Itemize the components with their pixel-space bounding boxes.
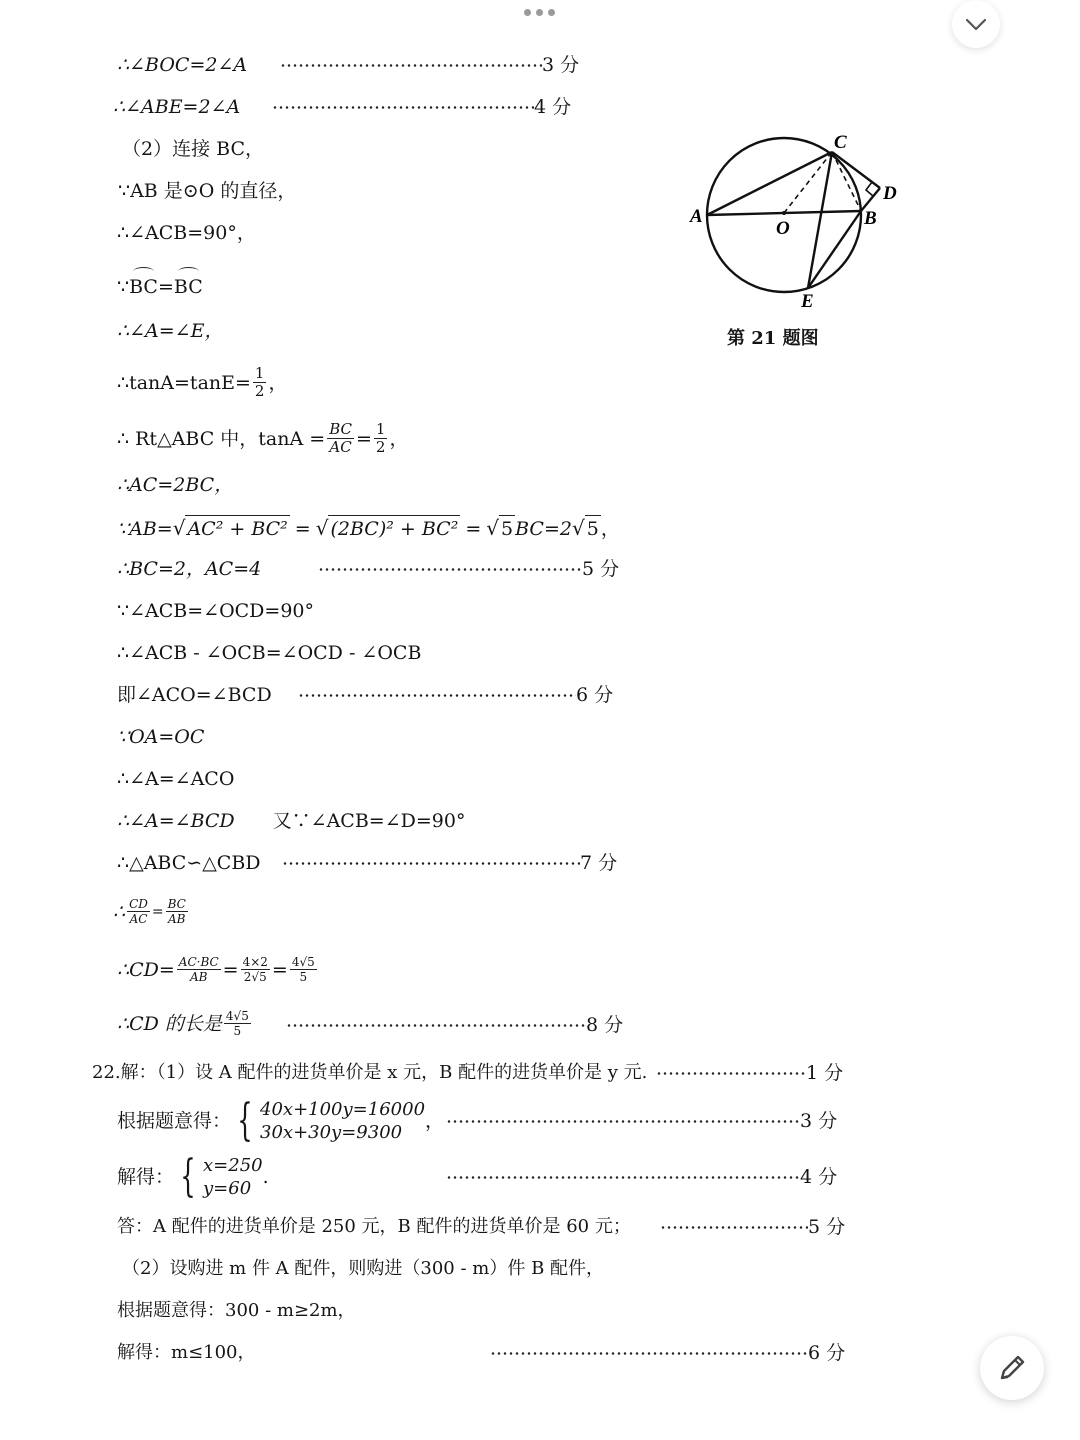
fraction bbox=[166, 898, 188, 925]
proof-line-18 bbox=[117, 808, 465, 834]
formula-text: BC=2 bbox=[515, 517, 572, 540]
proof-line-10: ∴AC=2BC， bbox=[117, 474, 234, 496]
punctuation: ， bbox=[600, 517, 620, 540]
because-symbol: ∵ bbox=[117, 276, 130, 298]
edit-button[interactable] bbox=[980, 1336, 1044, 1400]
q22-line-7: 解得：m≤100， bbox=[117, 1342, 256, 1363]
leader-dots bbox=[490, 1340, 808, 1366]
segment-cd bbox=[832, 152, 880, 188]
equals-sign: = bbox=[355, 427, 372, 450]
score-mark: 4 分 bbox=[800, 1166, 838, 1188]
equation-system: { 40x+100y=16000 30x+30y=9300 bbox=[237, 1095, 426, 1146]
label-o: O bbox=[776, 218, 790, 239]
punctuation: . bbox=[262, 1166, 269, 1188]
radicand: (2BC)² + BC² bbox=[328, 515, 460, 542]
fraction bbox=[374, 422, 388, 455]
leader-dots bbox=[272, 94, 534, 120]
collapse-button[interactable] bbox=[952, 0, 1000, 48]
score-mark: 5 分 bbox=[582, 558, 620, 580]
q22-line-4: 答：A 配件的进货单价是 250 元，B 配件的进货单价是 60 元； bbox=[117, 1216, 631, 1237]
formula-text: ∴CD= bbox=[117, 958, 175, 981]
label-a: A bbox=[690, 206, 703, 227]
square-root: √ AC² + BC² bbox=[172, 516, 288, 540]
equation-row: 30x+30y=9300 bbox=[260, 1122, 403, 1143]
equation-row: 40x+100y=16000 bbox=[260, 1099, 426, 1120]
pencil-edit-icon bbox=[980, 1336, 1044, 1400]
score-mark: 7 分 bbox=[580, 852, 618, 874]
score-mark: 1 分 bbox=[806, 1062, 844, 1084]
equals-sign: = bbox=[465, 517, 482, 540]
leader-dots bbox=[446, 1164, 800, 1190]
score-mark: 6 分 bbox=[808, 1342, 846, 1364]
denominator: AB bbox=[189, 970, 208, 984]
denominator: 5 bbox=[299, 970, 308, 984]
equation-system: { x=250 y=60 bbox=[180, 1151, 263, 1202]
numerator: 1 bbox=[254, 364, 265, 382]
chord-ac bbox=[707, 152, 832, 215]
leader-dots bbox=[282, 850, 580, 876]
q22-line-2 bbox=[117, 1096, 444, 1146]
proof-line-15: 即∠ACO=∠BCD bbox=[117, 684, 272, 706]
equals-sign: = bbox=[222, 958, 239, 981]
leader-dots bbox=[656, 1060, 806, 1086]
fraction bbox=[224, 1010, 251, 1037]
equals-sign: = bbox=[151, 903, 164, 920]
proof-line-17: ∴∠A=∠ACO bbox=[117, 768, 235, 790]
leader-dots bbox=[660, 1214, 808, 1240]
score-mark: 3 分 bbox=[800, 1110, 838, 1132]
numerator: 4√5 bbox=[291, 955, 315, 969]
formula-text: ∴CD 的长是 bbox=[117, 1012, 222, 1035]
denominator: 2 bbox=[375, 438, 386, 456]
formula-text: 解得： bbox=[117, 1166, 175, 1188]
radicand: 5 bbox=[585, 515, 601, 542]
right-angle-mark bbox=[866, 182, 873, 196]
radicand: AC² + BC² bbox=[185, 515, 289, 542]
equation-row: y=60 bbox=[203, 1178, 252, 1199]
proof-line-9 bbox=[117, 422, 408, 455]
proof-line-13: ∵∠ACB=∠OCD=90° bbox=[117, 600, 315, 622]
leader-dots bbox=[318, 556, 582, 582]
numerator: BC bbox=[329, 420, 352, 438]
segment-ce bbox=[808, 152, 832, 288]
fraction bbox=[177, 956, 221, 983]
therefore-symbol: ∴ bbox=[113, 900, 126, 923]
square-root: √ 5 bbox=[571, 516, 599, 540]
proof-line-16: ∵OA=OC bbox=[117, 726, 205, 748]
leader-dots bbox=[446, 1108, 800, 1134]
q22-line-5: （2）设购进 m 件 A 配件，则购进（300 - m）件 B 配件， bbox=[122, 1258, 605, 1279]
label-d: D bbox=[883, 183, 897, 204]
arc-bc: BC bbox=[173, 276, 203, 298]
square-root: √ 5 bbox=[486, 516, 514, 540]
leader-dots bbox=[280, 52, 542, 78]
leader-dots bbox=[298, 682, 576, 708]
denominator: 2 bbox=[254, 382, 265, 400]
proof-line-8 bbox=[117, 366, 287, 399]
formula-text: ∴ Rt△ABC 中，tanA = bbox=[117, 427, 326, 450]
numerator: AC·BC bbox=[178, 955, 219, 969]
numerator: BC bbox=[167, 897, 186, 911]
square-root: √ (2BC)² + BC² bbox=[315, 516, 459, 540]
proof-line-6 bbox=[117, 274, 203, 300]
fraction bbox=[253, 366, 267, 399]
proof-line-20 bbox=[113, 898, 190, 925]
leader-dots bbox=[286, 1012, 586, 1038]
score-mark: 5 分 bbox=[808, 1216, 846, 1238]
proof-line-5: ∴∠ACB=90°， bbox=[117, 222, 256, 244]
denominator: 5 bbox=[233, 1024, 242, 1038]
proof-line-1: ∴∠BOC=2∠A bbox=[117, 54, 248, 76]
radicand: 5 bbox=[499, 515, 515, 542]
punctuation: ， bbox=[268, 371, 288, 394]
denominator: AC bbox=[329, 438, 352, 456]
point-o bbox=[782, 211, 786, 215]
label-e: E bbox=[801, 291, 814, 312]
numerator: 4×2 bbox=[242, 955, 268, 969]
proof-line-21 bbox=[117, 956, 319, 983]
dashed-oc bbox=[784, 152, 832, 213]
denominator: AB bbox=[168, 912, 186, 926]
more-dots-icon[interactable] bbox=[524, 9, 556, 17]
denominator: AC bbox=[129, 912, 148, 926]
numerator: 4√5 bbox=[225, 1009, 249, 1023]
proof-line-14: ∴∠ACB - ∠OCB=∠OCD - ∠OCB bbox=[117, 642, 422, 664]
equals-sign: = bbox=[271, 958, 288, 981]
arc-bc: BC bbox=[129, 276, 158, 298]
score-mark: 8 分 bbox=[586, 1014, 624, 1036]
label-b: B bbox=[864, 208, 877, 229]
q22-line-1: 22.解：（1）设 A 配件的进货单价是 x 元，B 配件的进货单价是 y 元. bbox=[92, 1062, 648, 1083]
equation-row: x=250 bbox=[203, 1155, 263, 1176]
proof-line-4: ∵AB 是⊙O 的直径， bbox=[118, 180, 297, 202]
score-mark: 4 分 bbox=[534, 96, 572, 118]
numerator: CD bbox=[129, 897, 148, 911]
label-c: C bbox=[834, 132, 847, 153]
fraction bbox=[127, 898, 150, 925]
formula-text: ∴∠A=∠BCD bbox=[117, 810, 235, 832]
formula-text: ∴tanA=tanE= bbox=[117, 371, 251, 394]
score-mark: 3 分 bbox=[542, 54, 580, 76]
numerator: 1 bbox=[375, 420, 386, 438]
fraction bbox=[241, 956, 270, 983]
punctuation: ， bbox=[389, 427, 409, 450]
proof-line-12: ∴BC=2，AC=4 bbox=[117, 558, 262, 580]
fraction bbox=[290, 956, 317, 983]
proof-line-11 bbox=[117, 515, 620, 542]
proof-line-22 bbox=[117, 1010, 253, 1037]
proof-line-3: （2）连接 BC， bbox=[122, 138, 264, 160]
score-mark: 6 分 bbox=[576, 684, 614, 706]
formula-text: 又∵∠ACB=∠D=90° bbox=[272, 810, 466, 832]
denominator: 2√5 bbox=[243, 970, 267, 984]
proof-line-2: ∴∠ABE=2∠A bbox=[113, 96, 241, 118]
dashed-cb bbox=[832, 152, 861, 211]
equals-sign: = bbox=[294, 517, 311, 540]
geometry-figure bbox=[680, 120, 920, 320]
formula-text: ∵AB= bbox=[117, 517, 173, 540]
formula-text: 根据题意得： bbox=[117, 1110, 232, 1132]
fraction bbox=[327, 422, 354, 455]
q22-line-6: 根据题意得：300 - m≥2m， bbox=[117, 1300, 356, 1321]
proof-line-19: ∴△ABC∽△CBD bbox=[117, 852, 261, 874]
punctuation: ， bbox=[425, 1110, 445, 1132]
proof-line-7: ∴∠A=∠E， bbox=[117, 320, 224, 342]
q22-line-3 bbox=[117, 1152, 269, 1202]
chevron-down-icon bbox=[952, 0, 1000, 48]
equals-sign: = bbox=[157, 276, 174, 298]
figure-caption: 第 21 题图 bbox=[727, 328, 819, 349]
